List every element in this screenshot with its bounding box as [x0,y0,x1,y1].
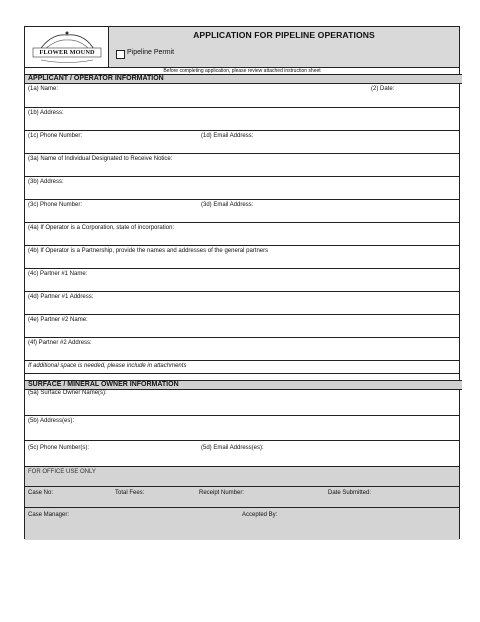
notice-name-label: (3a) Name of Individual Designated to Receive Notice: [28,156,173,162]
form-title: APPLICATION FOR PIPELINE OPERATIONS [193,30,375,40]
total-fees-label: Total Fees: [115,490,145,496]
pipeline-permit-label: Pipeline Permit [127,49,175,56]
partner2-address-row[interactable] [25,337,459,360]
date-label: (2) Date: [371,86,395,92]
instruction-note: Before completing application, please review attached instruction sheet [163,68,321,74]
owner-phone-label: (5c) Phone Number(s): [28,445,90,451]
pipeline-permit-checkbox[interactable] [116,50,125,59]
notice-address-label: (3b) Address: [28,179,64,185]
owner-names-label: (5a) Surface Owner Name(s): [28,390,107,396]
owner-address-label: (5b) Address(es): [28,418,75,424]
owner-email-label: (5d) Email Address(es): [201,445,264,451]
case-no-label: Case No: [28,490,54,496]
office-divider-2 [25,507,459,508]
applicant-address-row[interactable] [25,107,459,130]
partnership-row[interactable] [25,245,459,268]
date-submitted-label: Date Submitted: [328,490,372,496]
partner1-name-row[interactable] [25,268,459,291]
receipt-number-label: Receipt Number: [199,490,245,496]
additional-space-row [25,360,459,373]
logo-text: FLOWER MOUND [39,49,95,56]
applicant-phone-label: (1c) Phone Number: [28,133,83,139]
partnership-label: (4b) If Operator is a Partnership, provide the names and addresses of the general partners [28,248,269,254]
owner-phone-row[interactable] [25,440,459,466]
notice-address-row[interactable] [25,176,459,199]
corporation-label: (4a) If Operator is a Corporation, state of incorporation: [28,225,175,231]
accepted-by-label: Accepted By: [242,512,278,518]
office-use-title: FOR OFFICE USE ONLY [28,469,96,475]
partner2-name-label: (4e) Partner #2 Name: [28,317,88,323]
applicant-email-label: (1d) Email Address: [201,133,254,139]
town-logo [25,27,109,67]
additional-space-note: If additional space is needed, please include in attachments [28,363,187,369]
form-header [25,27,459,68]
partner1-address-row[interactable] [25,291,459,314]
applicant-section-title: APPLICANT / OPERATOR INFORMATION [25,74,462,84]
application-form [24,26,460,539]
partner2-name-row[interactable] [25,314,459,337]
applicant-name-row[interactable] [25,84,459,106]
notice-email-label: (3d) Email Address: [201,202,254,208]
partner2-address-label: (4f) Partner #2 Address: [28,340,92,346]
partner1-name-label: (4c) Partner #1 Name: [28,271,88,277]
notice-name-row[interactable] [25,153,459,176]
notice-phone-label: (3c) Phone Number: [28,202,83,208]
applicant-address-label: (1b) Address: [28,110,64,116]
case-manager-label: Case Manager: [28,512,70,518]
owner-address-row[interactable] [25,415,459,440]
owner-names-row[interactable] [25,390,459,414]
office-use-section [25,466,459,540]
owner-section-title: SURFACE / MINERAL OWNER INFORMATION [25,380,462,390]
partner1-address-label: (4d) Partner #1 Address: [28,294,94,300]
title-cell [109,27,459,67]
office-divider-1 [25,486,459,487]
applicant-name-label: (1a) Name: [28,86,59,92]
flower-mound-logo-icon [31,29,103,65]
corporation-row[interactable] [25,222,459,245]
applicant-phone-row[interactable] [25,130,459,153]
notice-phone-row[interactable] [25,199,459,222]
